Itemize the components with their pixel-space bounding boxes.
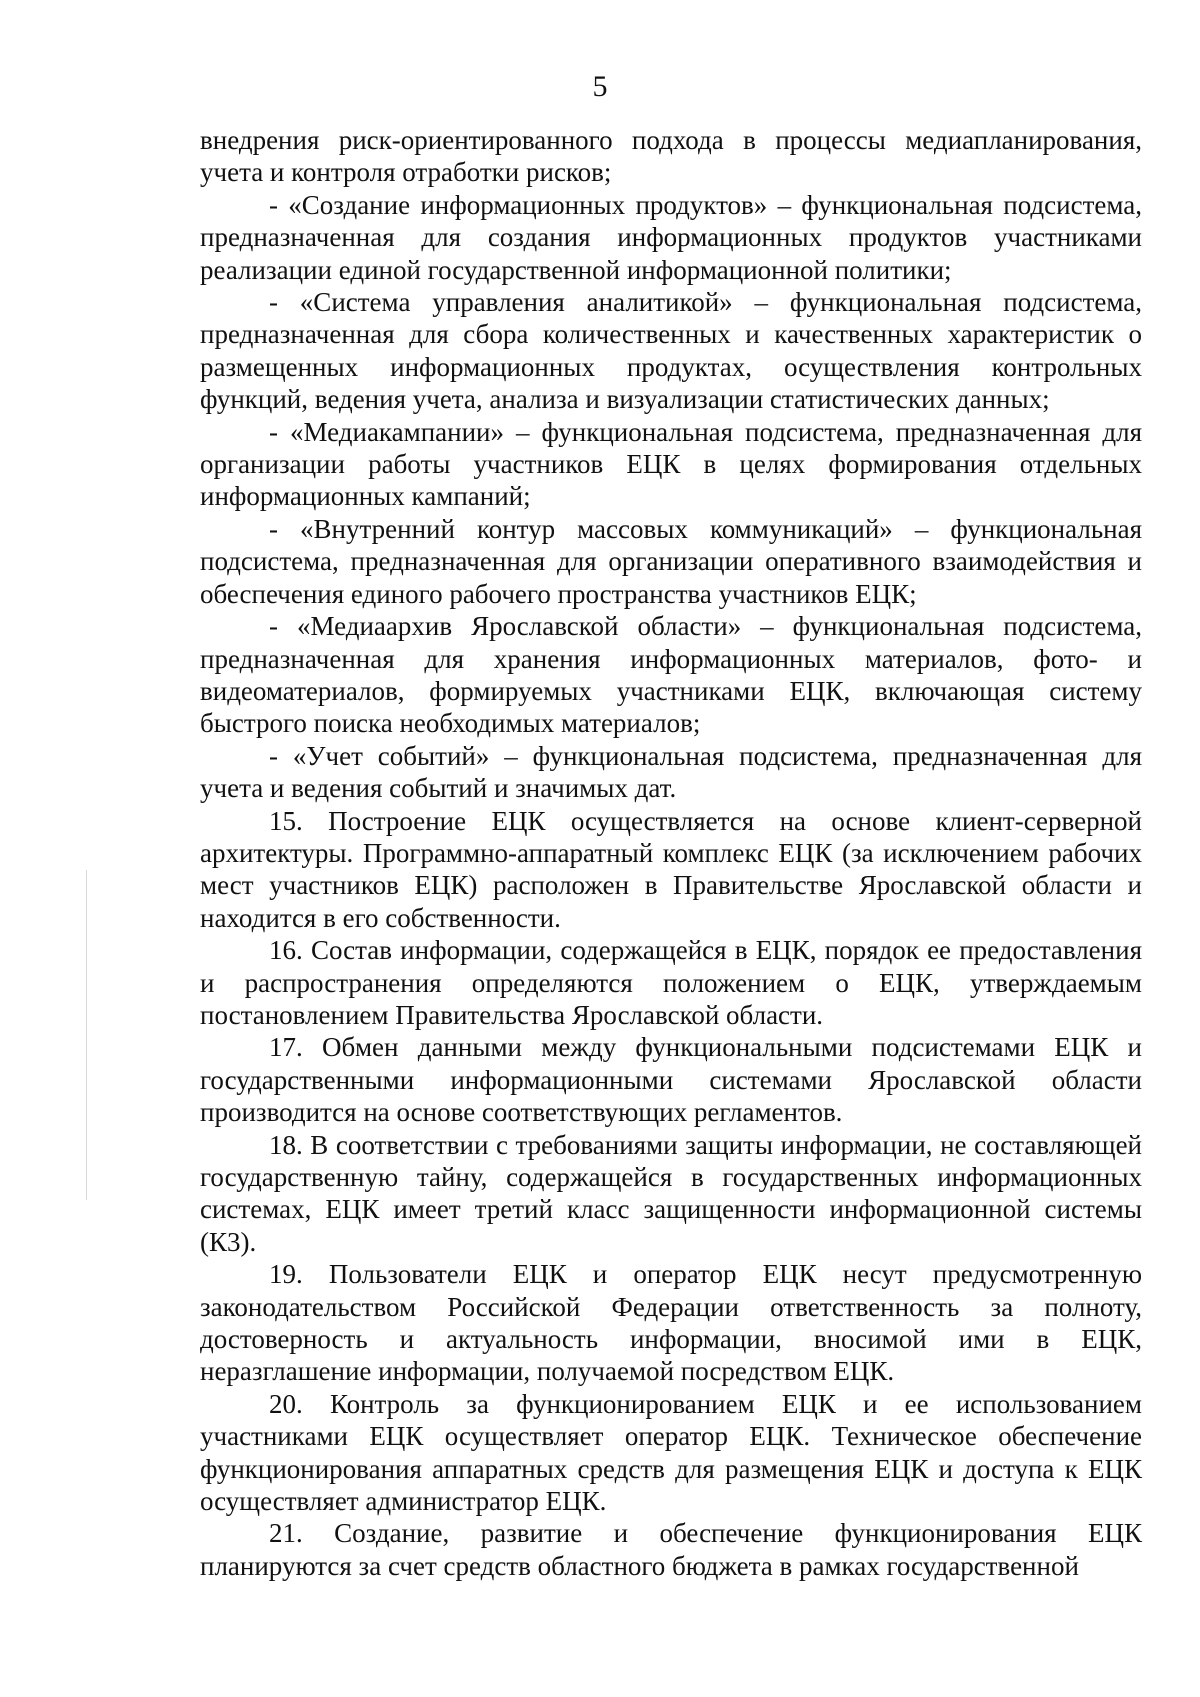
paragraph-continuation: внедрения риск-ориентированного подхода в процессы медиапланирования, учета и контроля отработки рисков; bbox=[200, 125, 1142, 188]
page-number: 5 bbox=[592, 70, 608, 103]
paragraph-subsystem-internal-contour: - «Внутренний контур массовых коммуникаций» – функциональная подсистема, предназначенная для организации оперативного взаимодействия и обеспечения единого рабочего пространства участников ЕЦК; bbox=[200, 513, 1142, 609]
paragraph-clause-19: 19. Пользователи ЕЦК и оператор ЕЦК несут предусмотренную законодательством Российской Федерации ответственность за полноту, достоверность и актуальность информации, вносимой ими в ЕЦК, неразглашение информации, получаемой посредством ЕЦК. bbox=[200, 1259, 1142, 1387]
paragraph-subsystem-events: - «Учет событий» – функциональная подсистема, предназначенная для учета и ведения событий и значимых дат. bbox=[200, 740, 1142, 804]
paragraph-clause-16: 16. Состав информации, содержащейся в ЕЦК, порядок ее предоставления и распространения определяются положением о ЕЦК, утверждаемым постановлением Правительства Ярославской области. bbox=[200, 935, 1142, 1030]
paragraph-clause-20: 20. Контроль за функционированием ЕЦК и ее использованием участниками ЕЦК осуществляет оператор ЕЦК. Техническое обеспечение функционирования аппаратных средств для размещения ЕЦК и доступа к ЕЦК осуществляет администратор ЕЦК. bbox=[200, 1388, 1142, 1517]
paragraph-clause-18: 18. В соответствии с требованиями защиты информации, не составляющей государственную тайну, содержащейся в государственных информационных системах, ЕЦК имеет третий класс защищенности информационной системы (К3). bbox=[200, 1129, 1142, 1257]
paragraph-clause-15: 15. Построение ЕЦК осуществляется на основе клиент-серверной архитектуры. Программно-аппаратный комплекс ЕЦК (за исключением рабочих мест участников ЕЦК) расположен в Правительстве Ярославской области и находится в его собственности. bbox=[200, 805, 1142, 933]
paragraph-clause-17: 17. Обмен данными между функциональными подсистемами ЕЦК и государственными информационными системами Ярославской области производится на основе соответствующих регламентов. bbox=[200, 1032, 1142, 1128]
document-body bbox=[200, 124, 1142, 1582]
paragraph-subsystem-media-campaigns: - «Медиакампании» – функциональная подсистема, предназначенная для организации работы участников ЕЦК в целях формирования отдельных информационных кампаний; bbox=[200, 416, 1142, 512]
scan-artifact-line bbox=[86, 870, 87, 1200]
paragraph-subsystem-analytics: - «Система управления аналитикой» – функциональная подсистема, предназначенная для сбора количественных и качественных характеристик о размещенных информационных продуктах, осуществления контрольных функций, ведения учета, анализа и визуализации статистических данных; bbox=[200, 287, 1142, 415]
paragraph-subsystem-media-archive: - «Медиаархив Ярославской области» – функциональная подсистема, предназначенная для хранения информационных материалов, фото- и видеоматериалов, формируемых участниками ЕЦК, включающая систему быстрого поиска необходимых материалов; bbox=[200, 611, 1142, 739]
paragraph-subsystem-info-products: - «Создание информационных продуктов» – функциональная подсистема, предназначенная для создания информационных продуктов участниками реализации единой государственной информационной политики; bbox=[200, 189, 1142, 285]
paragraph-clause-21: 21. Создание, развитие и обеспечение функционирования ЕЦК планируются за счет средств областного бюджета в рамках государственной bbox=[200, 1518, 1142, 1581]
